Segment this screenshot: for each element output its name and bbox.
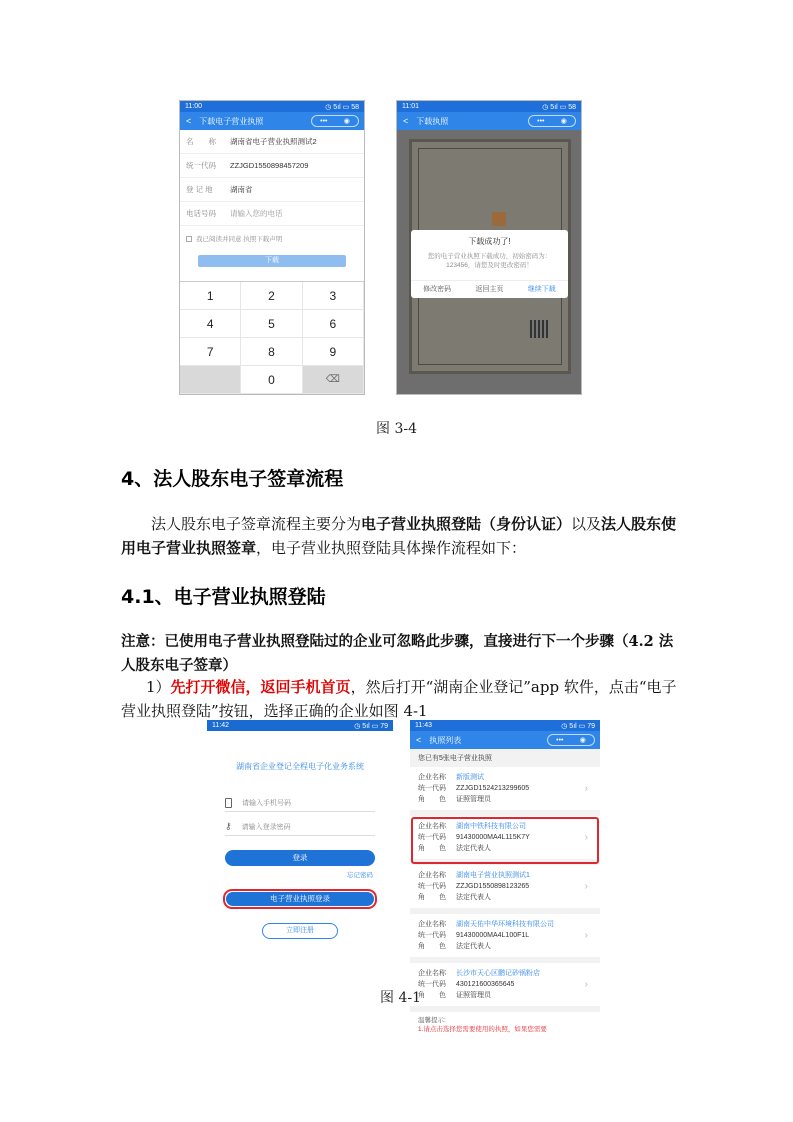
phone-field[interactable] [225,794,375,812]
register-button[interactable]: 立即注册 [262,923,338,939]
key-9[interactable]: 9 [303,338,364,366]
company-code: 91430000MA4L100F1L [456,932,530,939]
phone-icon [225,798,232,808]
note-warning: 注意：已使用电子营业执照登陆过的企业可忽略此步骤，直接进行下一个步骤（4.2 法人股东电子签章） [121,633,674,674]
row-label: 名 称 [186,137,216,146]
qr-code-icon [530,320,548,338]
status-bar [180,101,364,112]
password-input[interactable]: 请输入登录密码 [241,823,291,831]
nav-title: 下载执照 [416,116,449,126]
form-row-phone[interactable] [180,202,364,226]
row-value: 湖南省电子营业执照测试2 [230,137,317,146]
field-label: 企业名称 [418,774,446,781]
change-password-button[interactable]: 修改密码 [423,285,452,293]
close-circle-icon[interactable]: ◉ [579,737,586,744]
download-success-dialog [411,230,568,298]
status-bar [207,720,393,731]
company-code: ZZJGD1524213299605 [456,785,530,792]
field-label: 角 色 [418,894,446,901]
key-icon: ⚷ [225,821,232,831]
subsection-heading: 4.1、电子营业执照登陆 [121,586,326,608]
phone-screenshot-download-license [179,100,365,395]
nav-bar [397,112,581,130]
mini-program-capsule[interactable] [547,734,595,746]
row-label: 登 记 地 [186,185,213,194]
form-row-code [180,154,364,178]
list-item[interactable] [410,914,600,963]
more-icon[interactable]: ••• [556,736,564,744]
dialog-title: 下载成功了! [468,237,511,246]
company-name: 新版测试 [456,774,484,781]
status-icons: ◷ 5ıl ▭ 79 [561,722,595,730]
status-bar [410,720,600,731]
more-icon[interactable]: ••• [320,117,328,125]
status-icons: ◷ 5ıl ▭ 58 [325,103,359,111]
company-code: 430121600365645 [456,981,515,988]
key-6[interactable]: 6 [303,310,364,338]
step-number: 1） [146,678,171,696]
para-text: ，电子营业执照登陆具体操作流程如下： [256,539,527,557]
nav-title: 执照列表 [429,735,462,745]
numeric-keypad [180,281,364,394]
row-label: 电话号码 [186,209,216,218]
para-text: 法人股东电子签章流程主要分为 [151,515,362,533]
list-item[interactable] [410,767,600,816]
chevron-right-icon: › [584,979,588,990]
field-label: 统一代码 [418,834,446,841]
section-heading: 4、法人股东电子签章流程 [121,468,344,490]
field-label: 统一代码 [418,883,446,890]
field-label: 企业名称 [418,872,446,879]
field-label: 统一代码 [418,785,446,792]
tip-body: 1.请点击选择您需要使用的执照，如果您需要 [418,1026,547,1033]
status-time: 11:01 [402,103,419,110]
dialog-buttons [411,280,568,296]
step-text: ，然后打开“湖南企业登记”app 软件，点击“电子营业执照登陆”按钮，选择正确的企业如图 4-1 [121,678,677,720]
field-label: 角 色 [418,943,446,950]
key-3[interactable]: 3 [303,282,364,310]
phone-screenshot-license-list [410,720,600,1033]
tip-box [410,1012,600,1038]
status-icons: ◷ 5ıl ▭ 58 [542,103,576,111]
company-role: 证照管理员 [456,796,491,803]
backspace-icon[interactable]: ⌫ [303,366,364,394]
key-5[interactable]: 5 [241,310,302,338]
row-value: 湖南省 [230,185,253,194]
return-home-button[interactable]: 返回主页 [475,285,504,293]
para-text: 以及 [571,515,602,533]
company-code: 91430000MA4L115K7Y [456,834,530,841]
row-value: ZZJGD1550898457209 [230,161,309,170]
field-label: 角 色 [418,796,446,803]
key-2[interactable]: 2 [241,282,302,310]
mini-program-capsule[interactable] [311,115,359,127]
key-1[interactable]: 1 [180,282,241,310]
tip-title: 温馨提示: [418,1017,446,1024]
company-code: ZZJGD1550898123265 [456,883,530,890]
field-label: 角 色 [418,845,446,852]
figure-caption: 图 4-1 [380,990,421,1006]
nav-title: 下载电子营业执照 [199,116,264,126]
chevron-right-icon: › [584,881,588,892]
agreement-row[interactable] [180,226,364,251]
dialog-body: 您的电子营业执照下载成功，初始密码为：123456，请您及时更改密码！ [427,253,552,269]
field-label: 统一代码 [418,932,446,939]
intro-paragraph [121,512,681,560]
mini-program-capsule[interactable] [528,115,576,127]
license-seal [492,212,506,226]
field-label: 角 色 [418,992,446,999]
chevron-right-icon: › [584,783,588,794]
close-circle-icon[interactable]: ◉ [343,118,350,125]
para-bold: 电子营业执照登陆（身份认证） [361,515,572,533]
step1-paragraph [121,675,681,723]
phone-screenshot-login [207,720,393,982]
key-0[interactable]: 0 [241,366,302,394]
list-item[interactable] [410,963,600,1012]
chevron-right-icon: › [584,832,588,843]
password-field[interactable] [225,818,375,836]
ebl-login-button[interactable]: 电子营业执照登录 [226,892,374,906]
company-role: 法定代表人 [456,943,491,950]
login-button[interactable]: 登录 [225,850,375,866]
company-name: 湖南电子营业执照测试1 [456,872,530,879]
field-label: 企业名称 [418,823,446,830]
phone-input[interactable]: 请输入您的电话 [230,209,283,218]
company-role: 法定代表人 [456,894,491,901]
back-icon[interactable]: < [403,116,409,126]
back-icon[interactable]: < [416,735,422,745]
form-row-name [180,130,364,154]
list-item[interactable] [410,865,600,914]
app-title: 湖南省企业登记全程电子化业务系统 [236,762,364,771]
company-name: 长沙市天心区鹏记砂锅粉店 [456,970,540,977]
back-icon[interactable]: < [186,116,192,126]
chevron-right-icon: › [584,930,588,941]
status-time: 11:43 [415,722,432,729]
company-name: 湖南天佑中华环境科技有限公司 [456,921,554,928]
status-bar [397,101,581,112]
para-bold: 法人股东使用电子营业执照签章 [121,515,677,557]
company-name: 湖南中铁科技有限公司 [456,823,526,830]
field-label: 企业名称 [418,921,446,928]
phone-input[interactable]: 请输入手机号码 [242,799,291,807]
nav-bar [180,112,364,130]
close-circle-icon[interactable]: ◉ [560,118,567,125]
license-list [410,767,600,1012]
company-role: 法定代表人 [456,845,491,852]
continue-download-button[interactable]: 继续下载 [527,285,556,293]
status-time: 11:42 [212,722,229,729]
key-7[interactable]: 7 [180,338,241,366]
more-icon[interactable]: ••• [537,117,545,125]
license-count: 您已有5张电子营业执照 [410,749,600,767]
figure-caption: 图 3-4 [376,421,417,437]
field-label: 企业名称 [418,970,446,977]
row-label: 统一代码 [186,161,216,170]
agreement-text[interactable]: 我已阅读并同意 执照下载声明 [196,236,283,243]
form-row-location [180,178,364,202]
company-role: 证照管理员 [456,992,491,999]
checkbox[interactable] [186,236,192,242]
step-red-text: 先打开微信，返回手机首页 [170,678,351,696]
key-blank [180,366,241,394]
field-label: 统一代码 [418,981,446,988]
key-4[interactable]: 4 [180,310,241,338]
nav-bar [410,731,600,749]
download-button[interactable]: 下载 [198,255,346,267]
status-time: 11:00 [185,103,202,110]
forgot-password-link[interactable]: 忘记密码 [347,872,373,879]
ebl-login-highlight [223,889,377,909]
list-item-highlighted[interactable] [410,816,600,865]
key-8[interactable]: 8 [241,338,302,366]
status-icons: ◷ 5ıl ▭ 79 [354,722,388,730]
phone-screenshot-download-success [396,100,582,395]
